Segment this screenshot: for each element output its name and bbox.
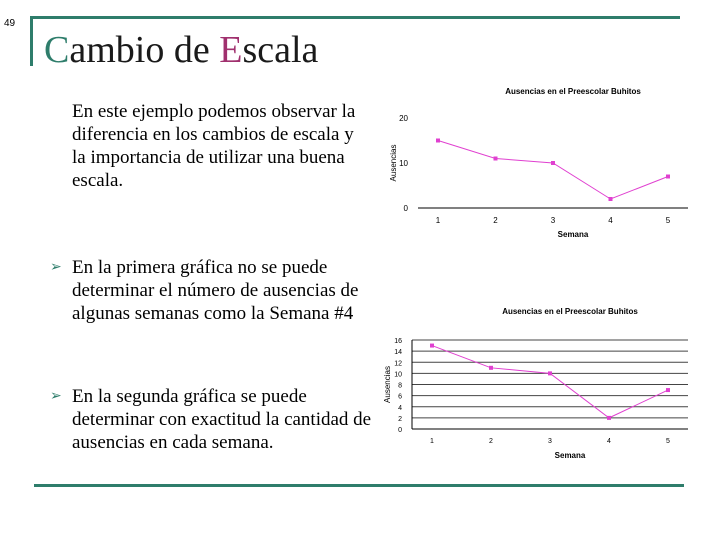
x-tick-label: 1 bbox=[430, 438, 434, 445]
x-axis-label: Semana bbox=[557, 230, 589, 239]
title-text-1: ambio de bbox=[69, 29, 220, 71]
data-point bbox=[436, 139, 440, 143]
bullet-2-text: En la segunda gráfica se puede determinar con exactitud la cantidad de ausencias en cada semana. bbox=[72, 386, 372, 453]
chart-1 bbox=[370, 80, 700, 250]
y-tick-label: 10 bbox=[394, 371, 402, 379]
slide-title bbox=[44, 28, 318, 72]
frame-bottom-line bbox=[34, 484, 684, 487]
x-tick-label: 5 bbox=[665, 216, 671, 225]
data-point bbox=[666, 175, 670, 179]
y-tick-label: 16 bbox=[394, 338, 402, 345]
data-point bbox=[609, 197, 613, 201]
x-tick-label: 5 bbox=[666, 438, 670, 445]
frame-left-line bbox=[30, 16, 33, 66]
title-initial-e: E bbox=[219, 29, 243, 71]
y-tick-label: 2 bbox=[398, 415, 402, 423]
data-point bbox=[430, 344, 434, 348]
y-tick-label: 0 bbox=[398, 427, 402, 434]
y-tick-label: 8 bbox=[398, 382, 402, 390]
chart-2 bbox=[370, 300, 700, 472]
data-point bbox=[548, 371, 552, 375]
title-text-2: scala bbox=[242, 29, 319, 71]
slide-number: 49 bbox=[4, 18, 16, 29]
y-tick-label: 12 bbox=[394, 360, 402, 368]
x-tick-label: 3 bbox=[550, 216, 556, 225]
y-tick-label: 10 bbox=[399, 159, 408, 168]
title-initial-c: C bbox=[44, 29, 70, 71]
y-tick-label: 14 bbox=[394, 349, 402, 357]
y-axis-label: Ausencias bbox=[383, 366, 392, 403]
data-point bbox=[494, 157, 498, 161]
y-tick-label: 0 bbox=[403, 204, 408, 213]
x-tick-label: 2 bbox=[489, 438, 493, 445]
intro-paragraph: En este ejemplo podemos observar la diferencia en los cambios de escala y la importancia de utilizar una buena escala. bbox=[72, 101, 356, 191]
series-line bbox=[438, 141, 668, 200]
chart-title: Ausencias en el Preescolar Buhitos bbox=[502, 307, 638, 316]
bullet-arrow-icon: ➢ bbox=[50, 259, 62, 275]
bullet-1-text: En la primera gráfica no se puede determinar el número de ausencias de algunas semanas como la Semana #4 bbox=[72, 257, 359, 324]
x-tick-label: 4 bbox=[608, 216, 613, 225]
data-point bbox=[489, 366, 493, 370]
x-tick-label: 3 bbox=[548, 438, 552, 445]
y-tick-label: 4 bbox=[398, 404, 402, 412]
x-tick-label: 1 bbox=[435, 216, 441, 225]
data-point bbox=[551, 161, 555, 165]
chart-title: Ausencias en el Preescolar Buhitos bbox=[505, 87, 641, 96]
y-axis-label: Ausencias bbox=[389, 144, 398, 182]
data-point bbox=[607, 416, 611, 420]
bullet-arrow-icon: ➢ bbox=[50, 388, 62, 404]
x-tick-label: 2 bbox=[493, 216, 498, 225]
y-tick-label: 20 bbox=[399, 114, 408, 123]
data-point bbox=[666, 388, 670, 392]
x-tick-label: 4 bbox=[607, 438, 611, 445]
x-axis-label: Semana bbox=[554, 451, 586, 460]
y-tick-label: 6 bbox=[398, 393, 402, 401]
frame-top-line bbox=[30, 16, 680, 19]
